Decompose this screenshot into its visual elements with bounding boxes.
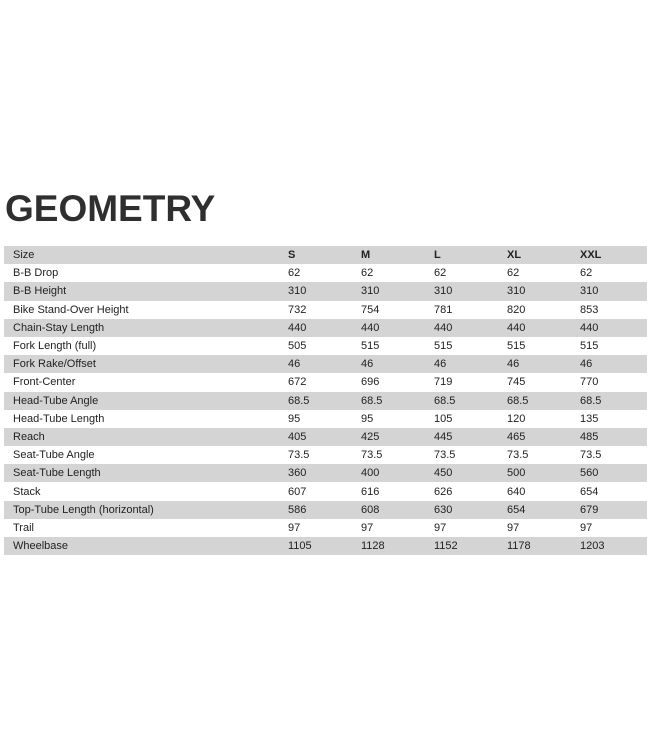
cell-value: 1105 <box>288 540 312 553</box>
cell-value: 310 <box>580 285 599 298</box>
cell-value: 445 <box>434 430 453 443</box>
cell-value: 68.5 <box>434 394 456 407</box>
cell-value: 310 <box>507 285 526 298</box>
cell-value: 73.5 <box>434 449 456 462</box>
cell-value: 616 <box>361 485 380 498</box>
row-label: Bike Stand-Over Height <box>13 303 129 316</box>
table-row <box>4 264 647 282</box>
cell-value: 515 <box>361 340 380 353</box>
cell-value: 485 <box>580 430 599 443</box>
cell-value: 405 <box>288 430 307 443</box>
cell-value: 46 <box>434 358 447 371</box>
cell-value: 1128 <box>361 540 385 553</box>
cell-value: 505 <box>288 340 307 353</box>
row-label: Front-Center <box>13 376 76 389</box>
cell-value: 607 <box>288 485 307 498</box>
cell-value: 450 <box>434 467 453 480</box>
cell-value: 515 <box>434 340 453 353</box>
cell-value: 68.5 <box>361 394 383 407</box>
geometry-table <box>4 246 647 555</box>
header-size-m: M <box>361 249 371 262</box>
cell-value: 73.5 <box>361 449 383 462</box>
row-label: Trail <box>13 521 34 534</box>
table-row <box>4 446 647 464</box>
cell-value: 310 <box>434 285 453 298</box>
cell-value: 73.5 <box>288 449 310 462</box>
cell-value: 1178 <box>507 540 531 553</box>
table-row <box>4 464 647 482</box>
cell-value: 696 <box>361 376 380 389</box>
cell-value: 95 <box>361 412 374 425</box>
cell-value: 425 <box>361 430 380 443</box>
cell-value: 62 <box>288 267 301 280</box>
table-row <box>4 482 647 500</box>
cell-value: 120 <box>507 412 526 425</box>
cell-value: 515 <box>580 340 599 353</box>
row-label: Fork Rake/Offset <box>13 358 96 371</box>
cell-value: 62 <box>507 267 520 280</box>
header-size-l: L <box>434 249 441 262</box>
cell-value: 754 <box>361 303 380 316</box>
cell-value: 654 <box>507 503 526 516</box>
header-size-xxl: XXL <box>580 249 602 262</box>
row-label: B-B Height <box>13 285 67 298</box>
cell-value: 400 <box>361 467 380 480</box>
cell-value: 853 <box>580 303 599 316</box>
cell-value: 68.5 <box>288 394 310 407</box>
table-row <box>4 319 647 337</box>
cell-value: 626 <box>434 485 453 498</box>
cell-value: 97 <box>580 521 593 534</box>
table-row <box>4 537 647 555</box>
cell-value: 630 <box>434 503 453 516</box>
table-row <box>4 373 647 391</box>
cell-value: 1203 <box>580 540 605 553</box>
cell-value: 515 <box>507 340 526 353</box>
cell-value: 672 <box>288 376 307 389</box>
cell-value: 68.5 <box>580 394 602 407</box>
cell-value: 97 <box>288 521 301 534</box>
row-label: Seat-Tube Angle <box>13 449 95 462</box>
table-row <box>4 282 647 300</box>
table-row <box>4 392 647 410</box>
cell-value: 62 <box>361 267 374 280</box>
cell-value: 679 <box>580 503 599 516</box>
cell-value: 73.5 <box>580 449 602 462</box>
cell-value: 560 <box>580 467 599 480</box>
cell-value: 73.5 <box>507 449 529 462</box>
cell-value: 95 <box>288 412 301 425</box>
row-label: Reach <box>13 430 45 443</box>
table-row <box>4 501 647 519</box>
page-title: GEOMETRY <box>5 188 216 229</box>
cell-value: 440 <box>580 321 599 334</box>
cell-value: 310 <box>288 285 307 298</box>
table-header-row <box>4 246 647 264</box>
cell-value: 820 <box>507 303 526 316</box>
cell-value: 465 <box>507 430 526 443</box>
cell-value: 62 <box>434 267 447 280</box>
cell-value: 586 <box>288 503 307 516</box>
table-row <box>4 301 647 319</box>
cell-value: 105 <box>434 412 453 425</box>
cell-value: 97 <box>434 521 447 534</box>
row-label: Top-Tube Length (horizontal) <box>13 503 154 516</box>
table-row <box>4 428 647 446</box>
row-label: Head-Tube Angle <box>13 394 99 407</box>
cell-value: 770 <box>580 376 599 389</box>
row-label: Stack <box>13 485 41 498</box>
cell-value: 46 <box>507 358 520 371</box>
cell-value: 62 <box>580 267 593 280</box>
cell-value: 640 <box>507 485 526 498</box>
cell-value: 608 <box>361 503 380 516</box>
cell-value: 135 <box>580 412 599 425</box>
cell-value: 46 <box>580 358 593 371</box>
cell-value: 732 <box>288 303 307 316</box>
row-label: Head-Tube Length <box>13 412 105 425</box>
table-row <box>4 337 647 355</box>
row-label: Wheelbase <box>13 540 69 553</box>
cell-value: 440 <box>288 321 307 334</box>
cell-value: 310 <box>361 285 380 298</box>
row-label: Fork Length (full) <box>13 340 97 353</box>
cell-value: 1152 <box>434 540 458 553</box>
cell-value: 97 <box>361 521 374 534</box>
cell-value: 440 <box>507 321 526 334</box>
cell-value: 440 <box>434 321 453 334</box>
table-row <box>4 519 647 537</box>
header-size-s: S <box>288 249 296 262</box>
cell-value: 46 <box>361 358 374 371</box>
cell-value: 360 <box>288 467 307 480</box>
cell-value: 745 <box>507 376 526 389</box>
table-row <box>4 355 647 373</box>
table-row <box>4 410 647 428</box>
cell-value: 654 <box>580 485 599 498</box>
header-label: Size <box>13 249 35 262</box>
cell-value: 97 <box>507 521 520 534</box>
cell-value: 46 <box>288 358 301 371</box>
cell-value: 500 <box>507 467 526 480</box>
cell-value: 440 <box>361 321 380 334</box>
cell-value: 781 <box>434 303 453 316</box>
row-label: Chain-Stay Length <box>13 321 105 334</box>
cell-value: 68.5 <box>507 394 529 407</box>
row-label: B-B Drop <box>13 267 59 280</box>
row-label: Seat-Tube Length <box>13 467 101 480</box>
cell-value: 719 <box>434 376 453 389</box>
header-size-xl: XL <box>507 249 522 262</box>
